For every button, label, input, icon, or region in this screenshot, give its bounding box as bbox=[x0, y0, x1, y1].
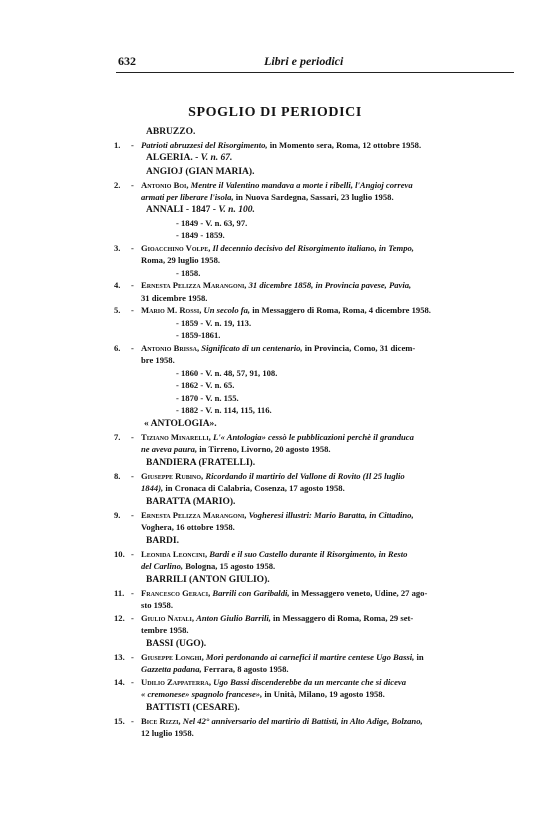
entry-title: Barrili con Garibaldi, bbox=[212, 587, 290, 598]
entry-publication-cont: tembre 1958. bbox=[141, 625, 189, 635]
entry-author: Giulio Natali, bbox=[141, 612, 194, 623]
year-reference: - 1882 - V. n. 114, 115, 116. bbox=[176, 405, 272, 415]
dash: - bbox=[131, 676, 134, 687]
entry-number: 6. bbox=[114, 342, 121, 353]
entry-number: 13. bbox=[114, 651, 125, 662]
entry-author: Mario M. Rossi, bbox=[141, 305, 202, 315]
entry-author: Leonida Leoncini, bbox=[141, 548, 208, 559]
entry-number: 15. bbox=[114, 715, 125, 726]
entry-number: 2. bbox=[114, 179, 121, 190]
entry-continuation bbox=[114, 354, 518, 367]
year-reference: - 1849 - 1859. bbox=[176, 230, 225, 240]
dash: - bbox=[131, 587, 134, 598]
entry-title: 31 dicembre 1858, bbox=[248, 280, 314, 290]
entry-number: 7. bbox=[114, 431, 121, 442]
subject-heading: BARRILI (ANTON GIULIO). bbox=[146, 574, 270, 585]
entry-author: Patrioti bbox=[141, 140, 168, 150]
year-reference: - 1859-1861. bbox=[176, 330, 221, 340]
entry-number: 10. bbox=[114, 548, 125, 559]
dash: - bbox=[131, 140, 134, 150]
dash: - bbox=[131, 242, 134, 253]
entry-title: Anton Giulio Barrili, bbox=[196, 612, 271, 623]
entry-title-cont: Gazzetta padana, bbox=[141, 664, 202, 674]
entry-title: Un secolo fa, bbox=[203, 305, 251, 315]
entry-title: Morì perdonando ai carnefici il martire centese Ugo Bassi, bbox=[205, 651, 415, 662]
entry-title: L'« Antologia» cessò le pubblicazioni perchè il granduca bbox=[212, 431, 414, 442]
subject-heading: ANGIOJ (GIAN MARIA). bbox=[146, 166, 255, 177]
heading-text: ANNALI - 1847 - bbox=[146, 204, 216, 215]
entry-publication-cont: 31 dicembre 1958. bbox=[141, 292, 208, 303]
entry-title: Mentre il Valentino mandava a morte i ribelli, l'Angioj correva bbox=[190, 179, 413, 190]
entry-continuation bbox=[114, 443, 518, 456]
entry-author: Giuseppe Longhi, bbox=[141, 651, 204, 662]
entry-number: 5. bbox=[114, 305, 121, 315]
entry-publication: in Alto Adige, Bolzano, bbox=[340, 715, 423, 726]
entry-continuation bbox=[114, 624, 518, 637]
entry-publication: Ferrara, 8 agosto 1958. bbox=[203, 664, 289, 674]
dash: - bbox=[131, 280, 134, 290]
entry-publication-cont: bre 1958. bbox=[141, 355, 175, 365]
entry-title: Ugo Bassi discenderebbe da un mercante che si diceva bbox=[213, 676, 407, 687]
list-item bbox=[114, 279, 518, 292]
subject-heading: ABRUZZO. bbox=[146, 127, 196, 137]
entry-title: Nel 42° anniversario del martirio di Battisti, bbox=[182, 715, 339, 726]
dash: - bbox=[131, 548, 134, 559]
entry-author: Gioacchino Volpe, bbox=[141, 242, 211, 253]
list-item bbox=[114, 470, 518, 483]
entry-title: Bardi e il suo Castello durante il Risorgimento, bbox=[209, 548, 377, 559]
list-item bbox=[114, 676, 518, 689]
year-reference: - 1862 - V. n. 65. bbox=[176, 380, 235, 390]
year-reference: - 1859 - V. n. 19, 113. bbox=[176, 317, 252, 328]
year-reference: - 1849 - V. n. 63, 97. bbox=[176, 217, 248, 228]
entry-continuation bbox=[114, 191, 518, 204]
year-reference: - 1858. bbox=[176, 267, 201, 278]
entry-continuation bbox=[114, 521, 518, 534]
entry-title: Vogheresi illustri: Mario Baratta, bbox=[248, 509, 368, 520]
dash: - bbox=[131, 651, 134, 662]
list-item bbox=[114, 342, 518, 355]
subject-heading: BASSI (UGO). bbox=[146, 638, 207, 649]
year-reference: - 1860 - V. n. 48, 57, 91, 108. bbox=[176, 367, 278, 378]
running-title: Libri e periodici bbox=[264, 54, 344, 68]
list-item bbox=[114, 242, 518, 255]
dash: - bbox=[131, 305, 134, 315]
list-item bbox=[114, 304, 518, 317]
entry-number: 4. bbox=[114, 280, 121, 290]
entry-number: 1. bbox=[114, 140, 121, 150]
entry-author: Antonio Boi, bbox=[141, 179, 189, 190]
page-number: 632 bbox=[118, 54, 136, 68]
dash: - bbox=[131, 470, 134, 481]
entry-publication: in Cronaca di Calabria, Cosenza, 17 agosto 1958. bbox=[165, 483, 345, 493]
entry-title-cont: del Carlino, bbox=[141, 561, 184, 571]
list-item bbox=[114, 715, 518, 728]
entry-title-cont: 1844), bbox=[141, 483, 164, 493]
entry-author: Antonio Brissa, bbox=[141, 342, 200, 353]
list-item bbox=[114, 139, 518, 152]
entry-title: Ricordando il martirio del Vallone di Rovito (Il 25 luglio bbox=[205, 470, 405, 481]
entry-publication: in Provincia, Como, 31 dicem- bbox=[304, 342, 416, 353]
entry-author: Ernesta Pelizza Marangoni, bbox=[141, 509, 247, 520]
subject-heading: BARATTA (MARIO). bbox=[146, 496, 236, 507]
entry-publication: in Tempo, bbox=[378, 242, 414, 253]
entry-publication-cont: 12 luglio 1958. bbox=[141, 728, 194, 738]
entry-continuation bbox=[114, 292, 518, 305]
entry-number: 11. bbox=[114, 587, 125, 598]
entry-title: Significato di un centenario, bbox=[201, 342, 303, 353]
entry-author: Giuseppe Rubino, bbox=[141, 470, 204, 481]
entry-publication: in bbox=[416, 651, 424, 662]
entry-continuation bbox=[114, 254, 518, 267]
dash: - bbox=[131, 179, 134, 190]
entry-publication: in Unità, Milano, 19 agosto 1958. bbox=[264, 689, 385, 699]
list-item bbox=[114, 651, 518, 664]
entry-publication: in Nuova Sardegna, Sassari, 23 luglio 1958. bbox=[235, 192, 394, 202]
subject-heading bbox=[114, 152, 518, 165]
periodicals-list bbox=[114, 125, 518, 740]
subject-heading: BATTISTI (CESARE). bbox=[146, 702, 240, 713]
entry-publication: in Momento sera, Roma, 12 ottobre 1958. bbox=[269, 140, 422, 150]
entry-author: Francesco Geraci, bbox=[141, 587, 211, 598]
section-title: SPOGLIO DI PERIODICI bbox=[188, 105, 362, 120]
entry-title-cont: armati per liberare l'isola, bbox=[141, 192, 234, 202]
header-rule bbox=[116, 72, 514, 73]
entry-publication: in Tirreno, Livorno, 20 agosto 1958. bbox=[199, 444, 331, 454]
entry-title-cont: ne aveva paura, bbox=[141, 444, 198, 454]
cross-reference: V. n. 100. bbox=[218, 204, 255, 215]
list-item bbox=[114, 612, 518, 625]
entry-title-cont: « cremonese» spagnolo francese», bbox=[141, 689, 263, 699]
list-item bbox=[114, 179, 518, 192]
entry-author: Ernesta Pelizza Marangoni, bbox=[141, 280, 247, 290]
entry-title: abruzzesi del Risorgimento, bbox=[169, 140, 268, 150]
entry-publication: in Provincia pavese, Pavia, bbox=[315, 280, 412, 290]
entry-number: 8. bbox=[114, 470, 121, 481]
dash: - bbox=[131, 509, 134, 520]
entry-publication-cont: sto 1958. bbox=[141, 600, 173, 610]
dash: - bbox=[131, 431, 134, 442]
subject-heading bbox=[114, 204, 518, 217]
subject-heading: BARDI. bbox=[146, 535, 179, 546]
year-reference: - 1870 - V. n. 155. bbox=[176, 392, 239, 403]
entry-continuation bbox=[114, 599, 518, 612]
entry-continuation bbox=[114, 727, 518, 740]
entry-author: Udilio Zappaterra, bbox=[141, 676, 212, 687]
cross-reference: V. n. 67. bbox=[200, 152, 233, 163]
subject-heading: BANDIERA (FRATELLI). bbox=[146, 457, 256, 468]
subject-heading: « ANTOLOGIA». bbox=[144, 418, 217, 429]
entry-number: 9. bbox=[114, 509, 121, 520]
list-item bbox=[114, 548, 518, 561]
entry-number: 12. bbox=[114, 612, 125, 623]
entry-author: Tiziano Minarelli, bbox=[141, 431, 211, 442]
entry-continuation bbox=[114, 560, 518, 573]
list-item bbox=[114, 587, 518, 600]
entry-continuation bbox=[114, 482, 518, 495]
dash: - bbox=[131, 612, 134, 623]
entry-continuation bbox=[114, 688, 518, 701]
dash: - bbox=[131, 715, 134, 726]
entry-publication-cont: Voghera, 16 ottobre 1958. bbox=[141, 522, 235, 532]
entry-title: Il decennio decisivo del Risorgimento italiano, bbox=[212, 242, 377, 253]
entry-number: 3. bbox=[114, 242, 121, 253]
entry-number: 14. bbox=[114, 676, 125, 687]
entry-author: Bice Rizzi, bbox=[141, 715, 181, 726]
entry-publication: in Messaggero veneto, Udine, 27 ago- bbox=[291, 587, 428, 598]
entry-continuation bbox=[114, 663, 518, 676]
list-item bbox=[114, 431, 518, 444]
entry-publication: Bologna, 15 agosto 1958. bbox=[185, 561, 276, 571]
heading-text: ALGERIA. - bbox=[146, 152, 199, 163]
entry-publication: in Resto bbox=[378, 548, 408, 559]
entry-publication-cont: Roma, 29 luglio 1958. bbox=[141, 255, 221, 265]
dash: - bbox=[131, 342, 134, 353]
entry-publication: in Messaggero di Roma, Roma, 29 set- bbox=[273, 612, 414, 623]
entry-publication: in Cittadino, bbox=[369, 509, 414, 520]
list-item bbox=[114, 509, 518, 522]
entry-publication: in Messaggero di Roma, Roma, 4 dicembre 1958. bbox=[252, 305, 431, 315]
